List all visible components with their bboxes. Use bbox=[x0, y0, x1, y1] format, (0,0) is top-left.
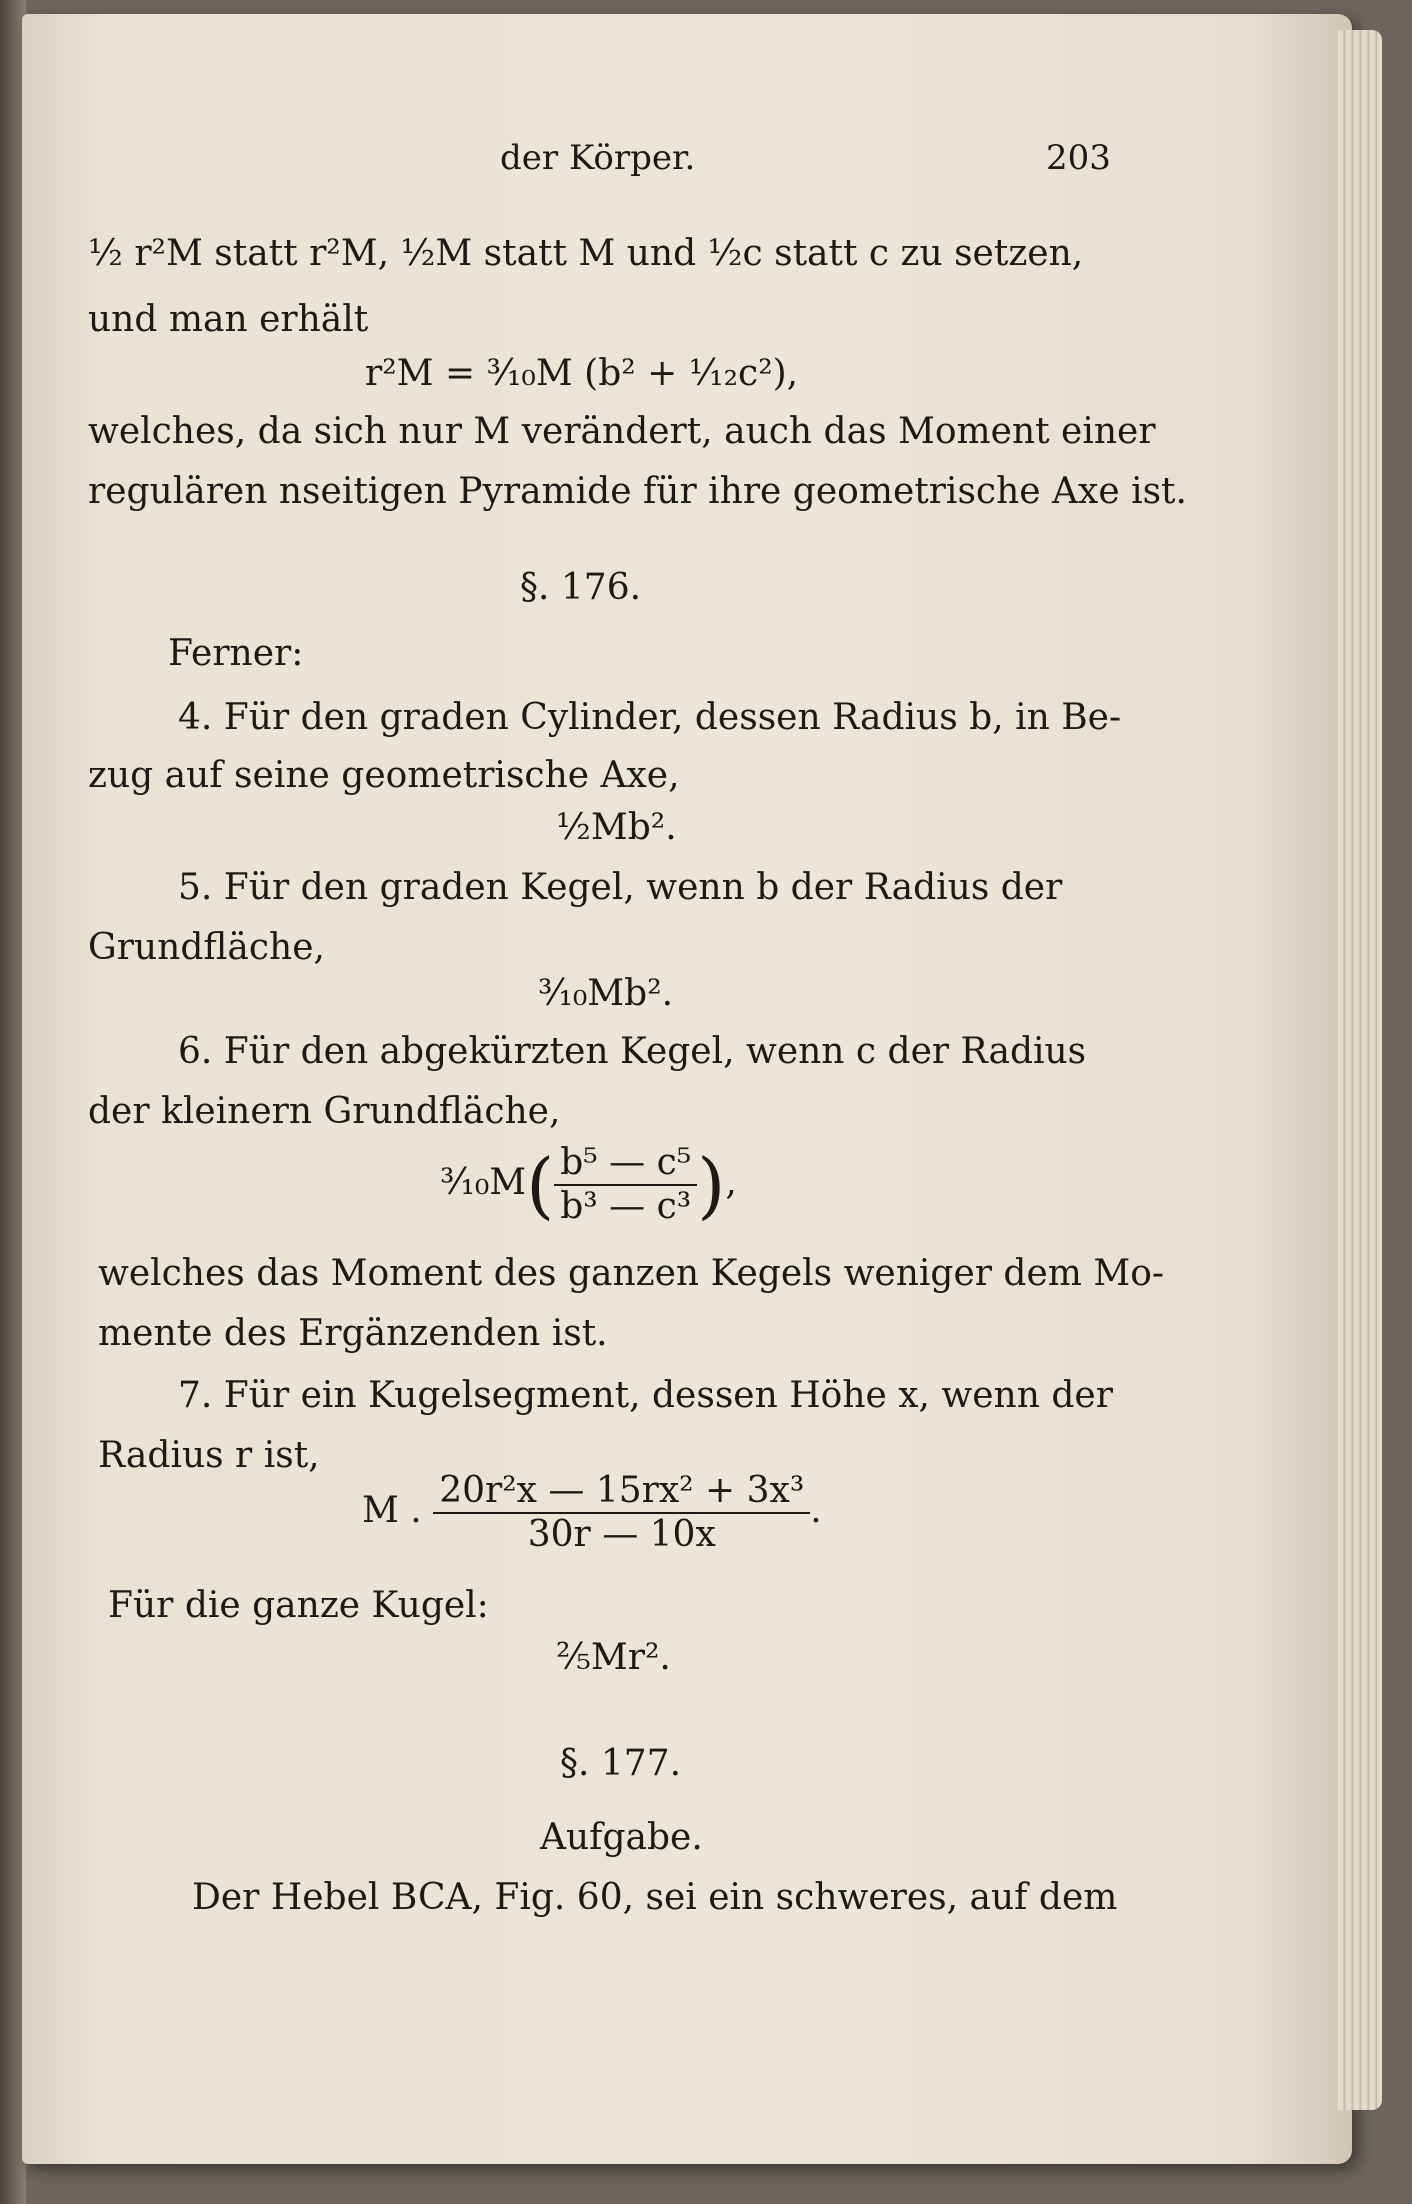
text-line: Ferner: bbox=[168, 633, 304, 674]
fraction-denominator: 30r — 10x bbox=[527, 1514, 716, 1555]
formula-line: ⅖Mr². bbox=[556, 1637, 671, 1678]
text-line: 6. Für den abgekürzten Kegel, wenn c der Radius bbox=[178, 1031, 1087, 1072]
fraction bbox=[554, 1142, 697, 1228]
text-line: ½ r²M statt r²M, ½M statt M und ½c statt c zu setzen, bbox=[88, 233, 1084, 274]
fraction-numerator: b⁵ — c⁵ bbox=[554, 1142, 697, 1186]
text-line: Radius r ist, bbox=[98, 1435, 320, 1476]
formula-prefix: ³⁄₁₀M bbox=[440, 1162, 527, 1203]
text-line: Der Hebel BCA, Fig. 60, sei ein schweres, auf dem bbox=[192, 1877, 1118, 1918]
formula-line: ³⁄₁₀Mb². bbox=[538, 973, 674, 1014]
fraction bbox=[433, 1470, 810, 1556]
page-number: 203 bbox=[1046, 138, 1111, 178]
text-line: Grundfläche, bbox=[88, 927, 325, 968]
formula-line: r²M = ³⁄₁₀M (b² + ¹⁄₁₂c²), bbox=[365, 353, 799, 394]
formula-frustum bbox=[440, 1142, 737, 1228]
formula-prefix: M . bbox=[362, 1490, 422, 1531]
fraction-denominator: b³ — c³ bbox=[560, 1186, 692, 1227]
text-line: und man erhält bbox=[88, 299, 369, 340]
text-line: welches, da sich nur M verändert, auch das Moment einer bbox=[88, 411, 1156, 452]
section-heading: §. 177. bbox=[560, 1743, 682, 1784]
text-line: zug auf seine geometrische Axe, bbox=[88, 755, 680, 796]
fraction-numerator: 20r²x — 15rx² + 3x³ bbox=[433, 1470, 810, 1514]
text-line: 7. Für ein Kugelsegment, dessen Höhe x, wenn der bbox=[178, 1375, 1113, 1416]
section-heading: §. 176. bbox=[520, 567, 642, 608]
formula-suffix: . bbox=[810, 1490, 822, 1531]
task-heading: Aufgabe. bbox=[540, 1817, 703, 1858]
running-title: der Körper. bbox=[500, 138, 696, 178]
text-line: 4. Für den graden Cylinder, dessen Radius b, in Be- bbox=[178, 697, 1122, 738]
formula-suffix: , bbox=[725, 1162, 737, 1203]
text-line: mente des Ergänzenden ist. bbox=[98, 1313, 608, 1354]
text-line: regulären nseitigen Pyramide für ihre geometrische Axe ist. bbox=[88, 471, 1187, 512]
text-line: 5. Für den graden Kegel, wenn b der Radius der bbox=[178, 867, 1063, 908]
formula-segment bbox=[362, 1470, 822, 1556]
text-line: der kleinern Grundfläche, bbox=[88, 1091, 561, 1132]
text-line: welches das Moment des ganzen Kegels weniger dem Mo- bbox=[98, 1253, 1165, 1294]
formula-line: ½Mb². bbox=[556, 807, 677, 848]
paren-close-glyph: ) bbox=[697, 1143, 726, 1227]
text-line: Für die ganze Kugel: bbox=[108, 1585, 489, 1626]
paren-open-glyph: ( bbox=[526, 1143, 555, 1227]
